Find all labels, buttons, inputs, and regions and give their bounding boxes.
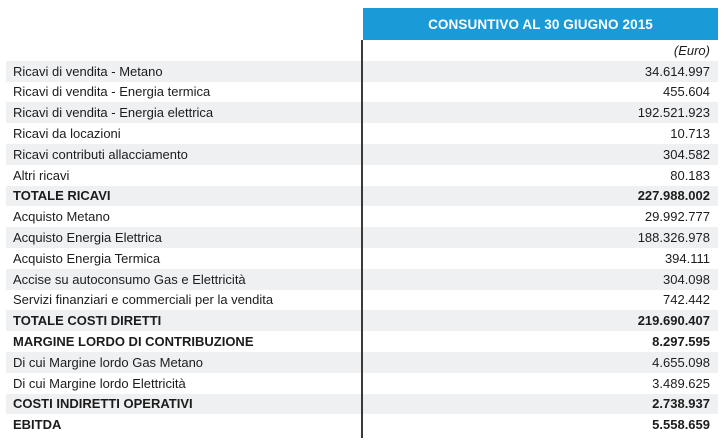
row-label: EBITDA xyxy=(13,417,62,433)
row-value: 29.992.777 xyxy=(644,209,710,225)
row-value: 219.690.407 xyxy=(363,310,718,331)
income-statement-table xyxy=(6,8,718,438)
table-row xyxy=(6,123,718,144)
table-row xyxy=(6,102,718,123)
table-row xyxy=(6,144,718,165)
row-label: Servizi finanziari e commerciali per la vendita xyxy=(13,292,274,308)
row-label: TOTALE RICAVI xyxy=(6,186,361,207)
row-value: 192.521.923 xyxy=(363,102,718,123)
unit-row xyxy=(6,40,718,61)
row-label: Accise su autoconsumo Gas e Elettricità xyxy=(6,269,361,290)
total-row xyxy=(6,310,718,331)
row-value: 3.489.625 xyxy=(652,375,710,391)
table-header xyxy=(6,8,718,40)
row-value: 34.614.997 xyxy=(363,61,718,82)
row-value: 227.988.002 xyxy=(363,186,718,207)
row-label: Altri ricavi xyxy=(13,167,70,183)
row-label: Acquisto Metano xyxy=(13,209,110,225)
unit-label: (Euro) xyxy=(673,42,710,58)
table-row xyxy=(6,269,718,290)
row-label: Ricavi di vendita - Energia termica xyxy=(13,84,211,100)
total-row xyxy=(6,414,718,435)
row-value: 80.183 xyxy=(670,167,710,183)
column-title: CONSUNTIVO AL 30 GIUGNO 2015 xyxy=(363,8,718,40)
row-label: Ricavi di vendita - Energia elettrica xyxy=(6,102,361,123)
header-blank-cell xyxy=(6,8,361,40)
row-label: Di cui Margine lordo Elettricità xyxy=(13,375,186,391)
row-label: TOTALE COSTI DIRETTI xyxy=(6,310,361,331)
row-value: 8.297.595 xyxy=(652,334,710,350)
row-value: 2.738.937 xyxy=(363,394,718,415)
table-row xyxy=(6,290,718,311)
row-label: Acquisto Energia Termica xyxy=(13,250,161,266)
row-value: 304.098 xyxy=(363,269,718,290)
row-label: MARGINE LORDO DI CONTRIBUZIONE xyxy=(13,334,254,350)
row-value: 188.326.978 xyxy=(363,227,718,248)
total-row xyxy=(6,186,718,207)
row-label: Ricavi di vendita - Metano xyxy=(6,61,361,82)
total-row xyxy=(6,394,718,415)
row-label: Acquisto Energia Elettrica xyxy=(6,227,361,248)
row-value: 394.111 xyxy=(664,250,710,266)
row-value: 5.558.659 xyxy=(652,417,710,433)
table-row xyxy=(6,248,718,269)
row-value: 10.713 xyxy=(670,126,710,142)
row-label: Ricavi da locazioni xyxy=(13,126,121,142)
row-label: COSTI INDIRETTI OPERATIVI xyxy=(6,394,361,415)
unit-label-cell xyxy=(6,40,361,61)
table-body xyxy=(6,40,718,435)
row-label: Ricavi contributi allacciamento xyxy=(6,144,361,165)
row-value: 742.442 xyxy=(663,292,710,308)
row-value: 455.604 xyxy=(663,84,710,100)
row-label: Di cui Margine lordo Gas Metano xyxy=(6,352,361,373)
table-row xyxy=(6,165,718,186)
table-row xyxy=(6,352,718,373)
table-row xyxy=(6,227,718,248)
total-row xyxy=(6,331,718,352)
row-value: 4.655.098 xyxy=(363,352,718,373)
table-row xyxy=(6,82,718,103)
table-row xyxy=(6,373,718,394)
table-row xyxy=(6,206,718,227)
table-row xyxy=(6,61,718,82)
row-value: 304.582 xyxy=(363,144,718,165)
